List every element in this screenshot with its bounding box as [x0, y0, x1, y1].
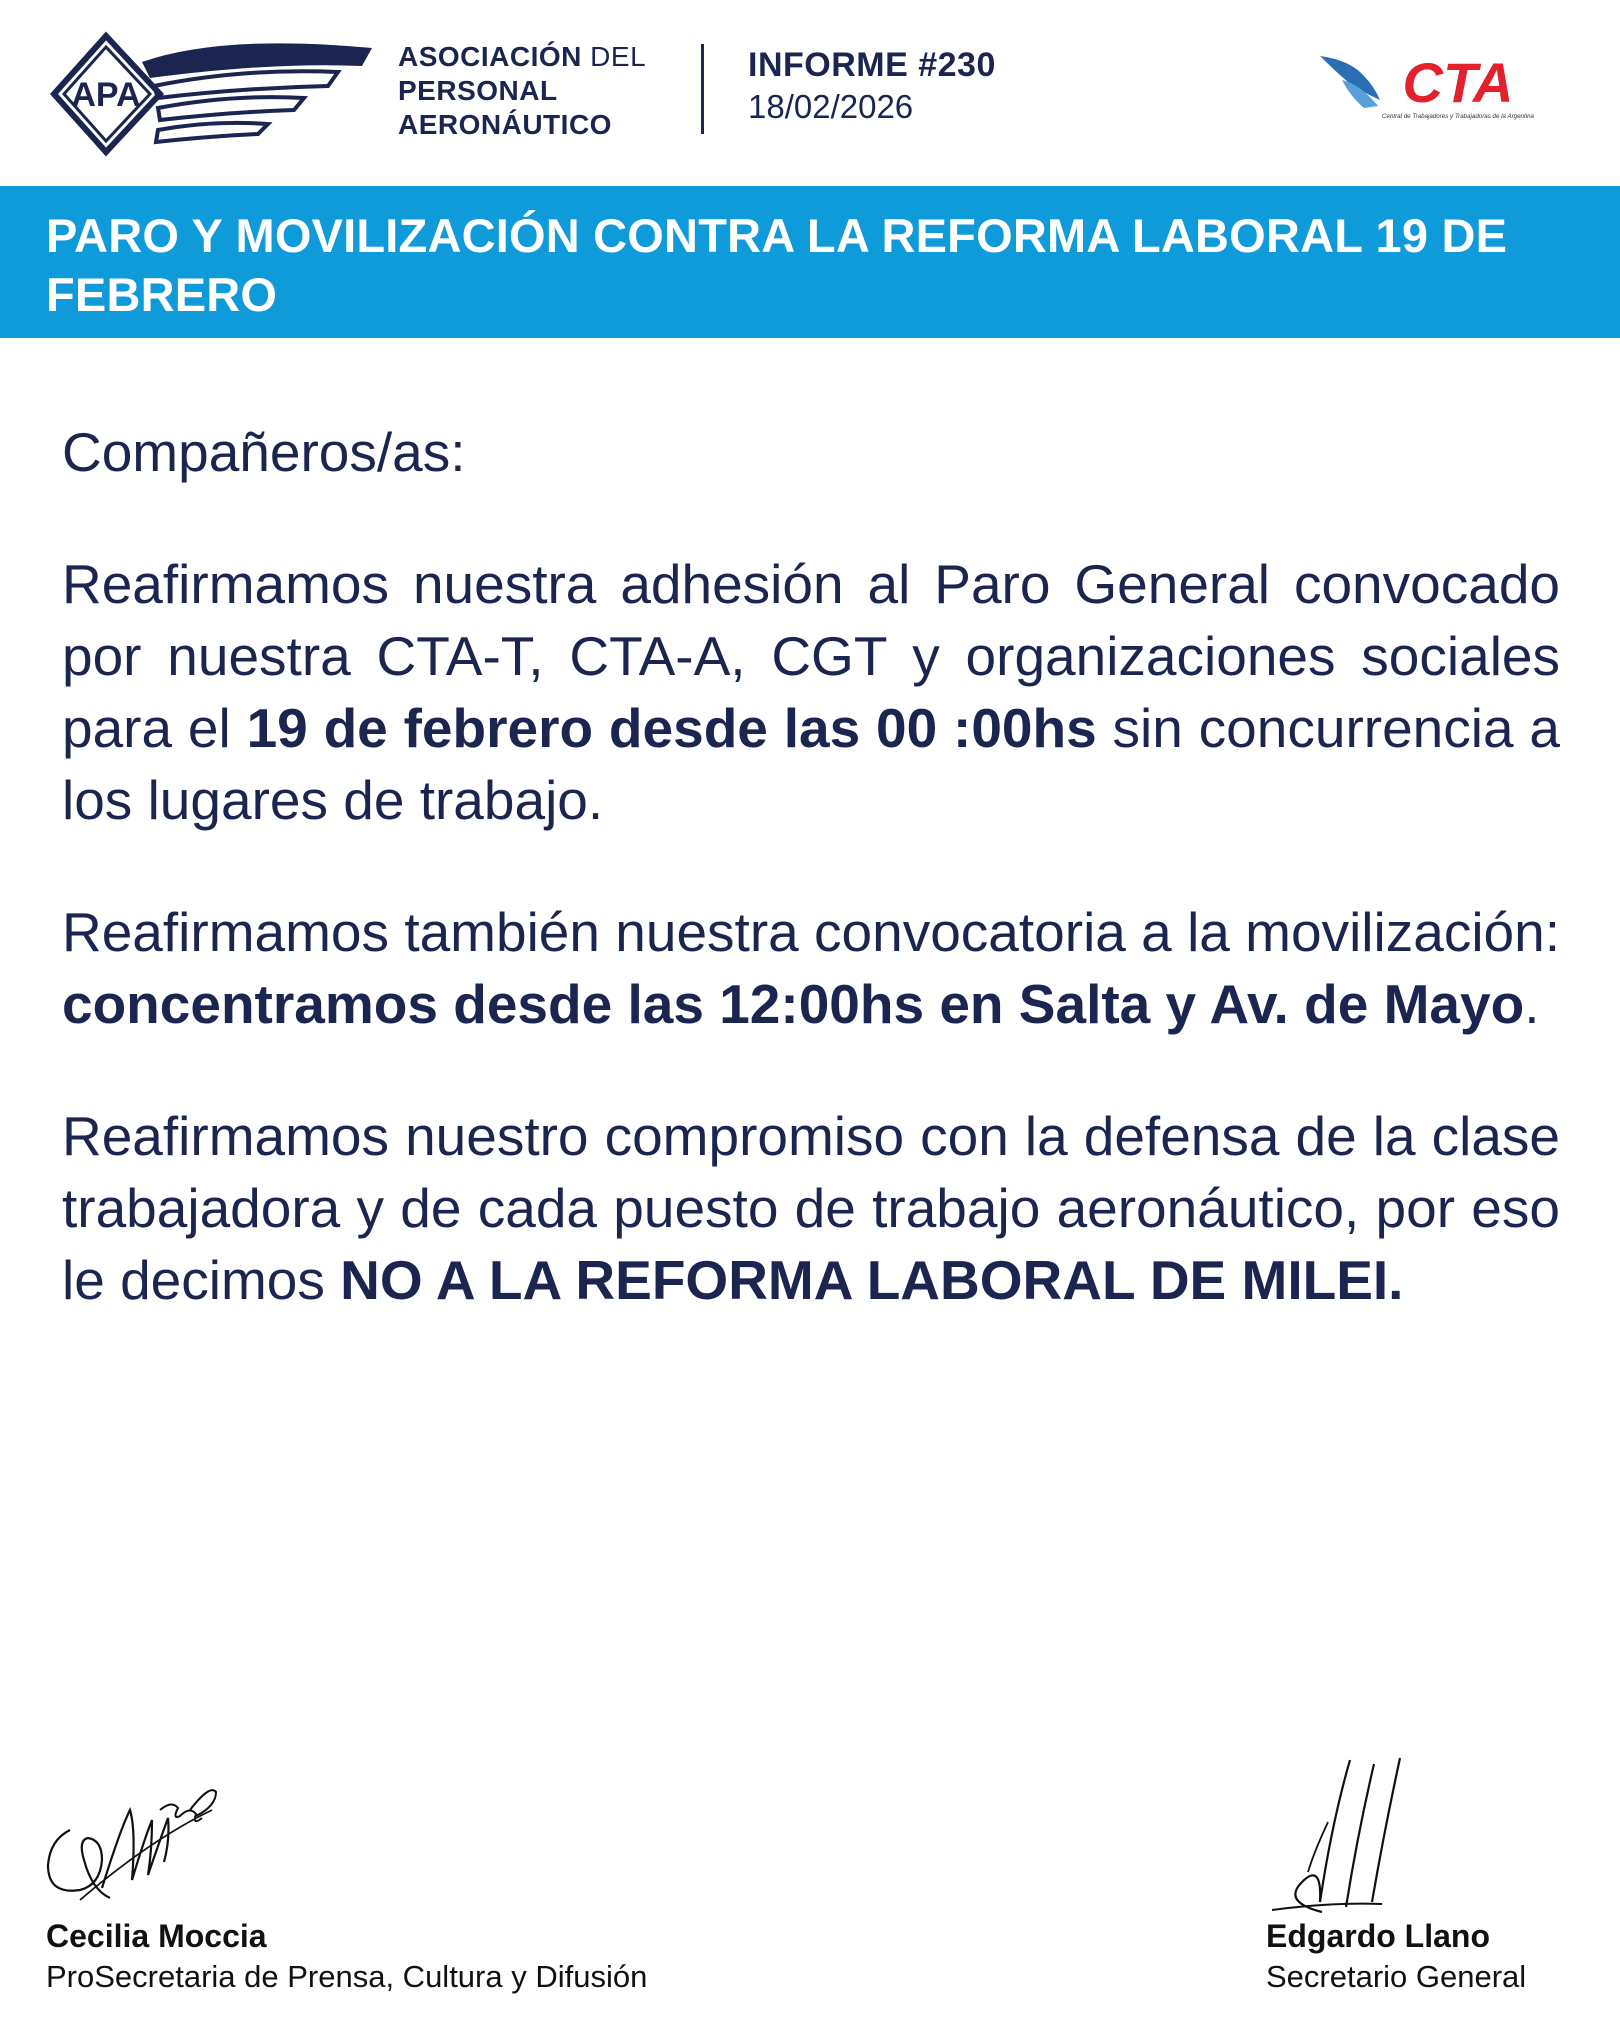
- signer-left-role: ProSecretaria de Prensa, Cultura y Difusión: [46, 1959, 648, 1994]
- report-date: 18/02/2026: [748, 88, 914, 125]
- cta-logo: [1320, 52, 1545, 124]
- paragraph-commitment: [62, 1100, 1560, 1316]
- p1-bold: 19 de febrero desde las 00 :00hs: [246, 697, 1097, 759]
- letterhead: [0, 0, 1620, 186]
- p3-bold: NO A LA REFORMA LABORAL DE MILEI.: [340, 1249, 1404, 1311]
- report-title: INFORME #230: [748, 46, 996, 84]
- svg-text:CTA: CTA: [1402, 52, 1514, 114]
- greeting: Compañeros/as:: [62, 421, 466, 483]
- p1-text-end: sin concurrencia a los lugares de trabajo.: [62, 697, 1560, 831]
- statement-body: [62, 416, 1560, 1376]
- svg-text:Central de Trabajadores y Trab: Central de Trabajadores y Trabajadoras de la Argentina: [1382, 113, 1534, 120]
- p1-text: Reafirmamos nuestra adhesión al Paro General convocado por nuestra CTA-T, CTA-A, CGT y organizaciones sociales para el: [62, 553, 1560, 759]
- banner-title: PARO Y MOVILIZACIÓN CONTRA LA REFORMA LABORAL 19 DE FEBRERO: [46, 209, 1508, 321]
- org-name-line3: AERONÁUTICO: [398, 109, 612, 140]
- p3-text: Reafirmamos nuestro compromiso con la defensa de la clase trabajadora y de cada puesto de trabajo aeronáutico, por eso le decimos: [62, 1105, 1560, 1311]
- apa-wing-logo: [42, 28, 382, 158]
- p2-bold: concentramos desde las 12:00hs en Salta y Av. de Mayo: [62, 973, 1525, 1035]
- signer-left-name: Cecilia Moccia: [46, 1918, 267, 1954]
- report-info: [748, 44, 996, 128]
- paragraph-mobilization: [62, 896, 1560, 1040]
- paragraph-strike: [62, 548, 1560, 836]
- svg-text:APA: APA: [71, 76, 141, 114]
- header-divider: [701, 44, 704, 134]
- signer-right-name: Edgardo Llano: [1266, 1918, 1490, 1954]
- org-name-bold: ASOCIACIÓN: [398, 41, 582, 72]
- p2-text: Reafirmamos también nuestra convocatoria a la movilización:: [62, 901, 1560, 963]
- signer-right-role: Secretario General: [1266, 1959, 1527, 1994]
- org-name-line2: PERSONAL: [398, 75, 558, 106]
- p2-text-end: .: [1524, 973, 1540, 1035]
- signature-right: [1262, 1752, 1437, 1927]
- org-name-light: DEL: [581, 41, 647, 72]
- signature-left: [40, 1770, 225, 1920]
- organization-name: [398, 40, 646, 142]
